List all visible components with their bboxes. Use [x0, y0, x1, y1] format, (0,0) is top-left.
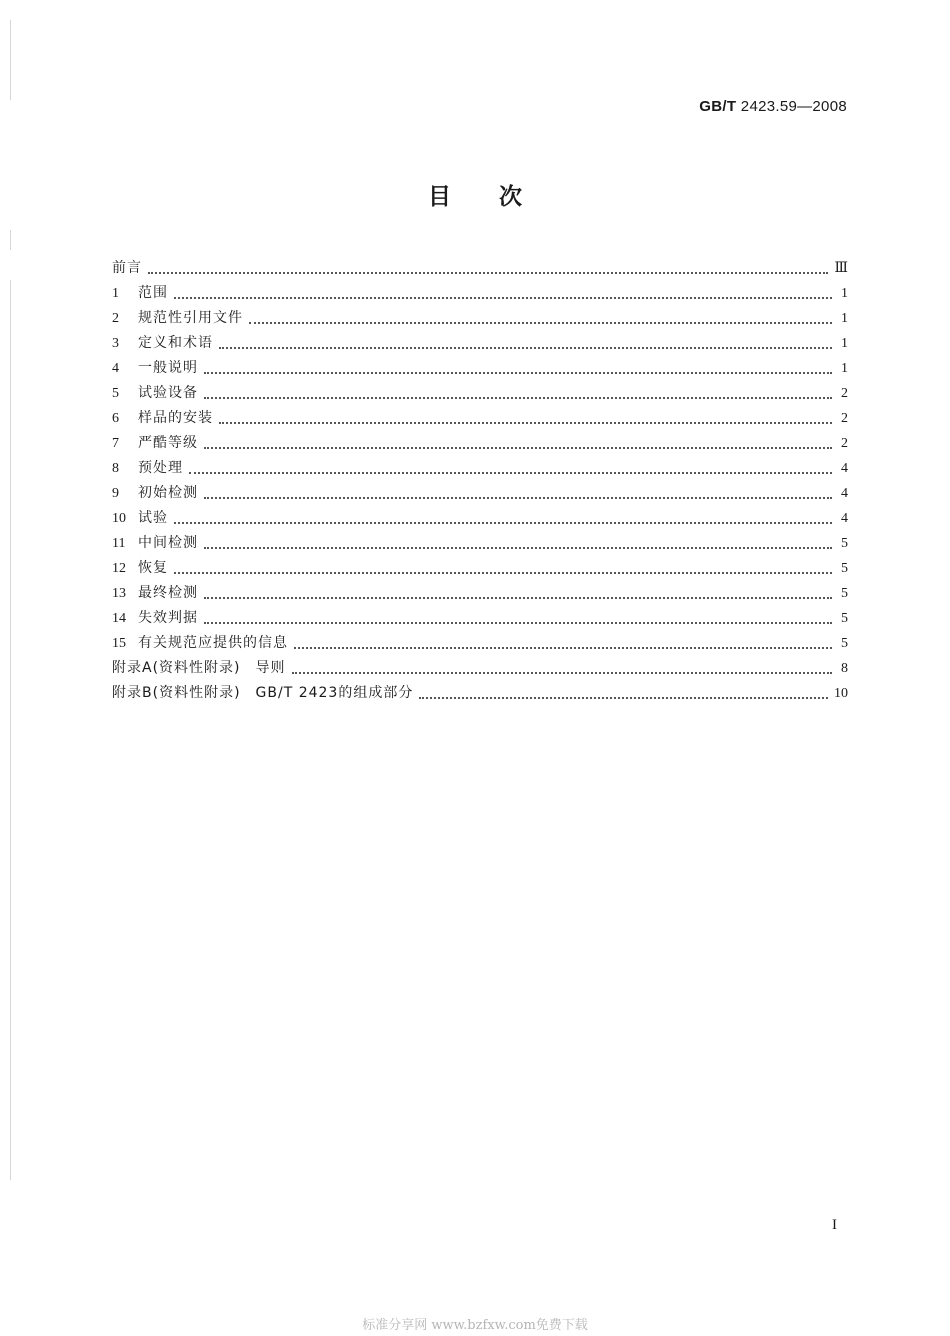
toc-entry-label: 附录B(资料性附录) GB/T 2423的组成部分 — [112, 685, 414, 701]
toc-entry-label: 一般说明 — [138, 360, 198, 376]
toc-leader-dots — [174, 281, 832, 306]
standard-code: 2423.59—2008 — [740, 98, 847, 115]
toc-leader-dots — [219, 331, 832, 356]
toc-entry-number: 2 — [112, 311, 119, 326]
toc-entry-number: 10 — [112, 511, 126, 526]
page-number: I — [832, 1217, 837, 1233]
toc-entry-label: 试验设备 — [138, 385, 198, 401]
toc-entry-page: 1 — [841, 361, 848, 376]
toc-entry-label: 预处理 — [138, 460, 183, 476]
table-of-contents — [112, 256, 848, 706]
toc-entry-page: 5 — [841, 586, 848, 601]
toc-entry-number: 15 — [112, 636, 126, 651]
toc-entry-page: 2 — [841, 411, 848, 426]
toc-entry-label: 范围 — [138, 285, 168, 301]
toc-entry-label: 前言 — [112, 260, 142, 276]
toc-leader-dots — [204, 381, 832, 406]
standard-number — [699, 98, 847, 115]
toc-leader-dots — [204, 531, 832, 556]
toc-leader-dots — [249, 306, 832, 331]
toc-entry-number: 13 — [112, 586, 126, 601]
toc-entry-label: 定义和术语 — [138, 335, 213, 351]
toc-entry-label: 初始检测 — [138, 485, 198, 501]
toc-entry-page: 1 — [841, 311, 848, 326]
scan-edge-line — [10, 20, 11, 100]
toc-entry-label: 最终检测 — [138, 585, 198, 601]
toc-leader-dots — [204, 606, 832, 631]
toc-leader-dots — [148, 256, 828, 281]
toc-entry-label: 失效判据 — [138, 610, 198, 626]
toc-entry-number: 4 — [112, 361, 119, 376]
toc-leader-dots — [419, 681, 828, 706]
toc-entry-number: 9 — [112, 486, 119, 501]
toc-leader-dots — [204, 431, 832, 456]
scan-edge-line — [10, 230, 11, 250]
toc-entry[interactable] — [112, 331, 848, 356]
toc-entry[interactable] — [112, 381, 848, 406]
toc-entry-label: 附录A(资料性附录) 导则 — [112, 660, 286, 676]
toc-entry-number: 14 — [112, 611, 126, 626]
toc-entry-label: 样品的安装 — [138, 410, 213, 426]
toc-entry[interactable] — [112, 606, 848, 631]
toc-entry-number: 3 — [112, 336, 119, 351]
toc-entry-page: 4 — [841, 511, 848, 526]
toc-leader-dots — [174, 506, 832, 531]
toc-entry[interactable] — [112, 306, 848, 331]
toc-entry-page: 2 — [841, 436, 848, 451]
toc-entry-number: 11 — [112, 536, 126, 551]
toc-entry[interactable] — [112, 481, 848, 506]
toc-entry[interactable] — [112, 256, 848, 281]
toc-entry[interactable] — [112, 556, 848, 581]
toc-leader-dots — [204, 581, 832, 606]
toc-entry-page: 2 — [841, 386, 848, 401]
toc-leader-dots — [292, 656, 832, 681]
toc-entry[interactable] — [112, 631, 848, 656]
toc-leader-dots — [204, 356, 832, 381]
standard-prefix: GB/T — [699, 98, 737, 115]
toc-entry-page: 5 — [841, 611, 848, 626]
toc-entry-number: 7 — [112, 436, 119, 451]
toc-entry-page: 1 — [841, 336, 848, 351]
toc-entry-number: 6 — [112, 411, 119, 426]
toc-entry-page: 5 — [841, 636, 848, 651]
toc-entry[interactable] — [112, 681, 848, 706]
toc-entry[interactable] — [112, 406, 848, 431]
toc-leader-dots — [174, 556, 832, 581]
toc-entry-number: 8 — [112, 461, 119, 476]
toc-entry-page: 5 — [841, 561, 848, 576]
toc-entry-page: 10 — [834, 686, 848, 701]
toc-entry-page: Ⅲ — [834, 261, 848, 276]
toc-leader-dots — [294, 631, 832, 656]
toc-entry[interactable] — [112, 506, 848, 531]
toc-leader-dots — [204, 481, 832, 506]
toc-entry-page: 5 — [841, 536, 848, 551]
toc-entry-label: 规范性引用文件 — [138, 310, 243, 326]
toc-entry[interactable] — [112, 281, 848, 306]
toc-title: 目次 — [428, 184, 570, 210]
toc-entry[interactable] — [112, 456, 848, 481]
toc-entry[interactable] — [112, 356, 848, 381]
toc-leader-dots — [189, 456, 832, 481]
toc-entry-label: 试验 — [138, 510, 168, 526]
toc-entry-page: 4 — [841, 461, 848, 476]
toc-entry-label: 有关规范应提供的信息 — [138, 635, 288, 651]
toc-entry[interactable] — [112, 656, 848, 681]
toc-entry-page: 1 — [841, 286, 848, 301]
toc-entry-number: 12 — [112, 561, 126, 576]
toc-entry-number: 5 — [112, 386, 119, 401]
toc-entry[interactable] — [112, 531, 848, 556]
toc-entry[interactable] — [112, 431, 848, 456]
toc-leader-dots — [219, 406, 832, 431]
watermark-text: 标准分享网 www.bzfxw.com免费下载 — [362, 1318, 588, 1333]
toc-entry-label: 中间检测 — [138, 535, 198, 551]
toc-entry-label: 恢复 — [138, 560, 168, 576]
toc-entry-label: 严酷等级 — [138, 435, 198, 451]
toc-entry-page: 4 — [841, 486, 848, 501]
toc-entry[interactable] — [112, 581, 848, 606]
toc-entry-number: 1 — [112, 286, 119, 301]
scan-edge-line — [10, 280, 11, 1180]
toc-entry-page: 8 — [841, 661, 848, 676]
